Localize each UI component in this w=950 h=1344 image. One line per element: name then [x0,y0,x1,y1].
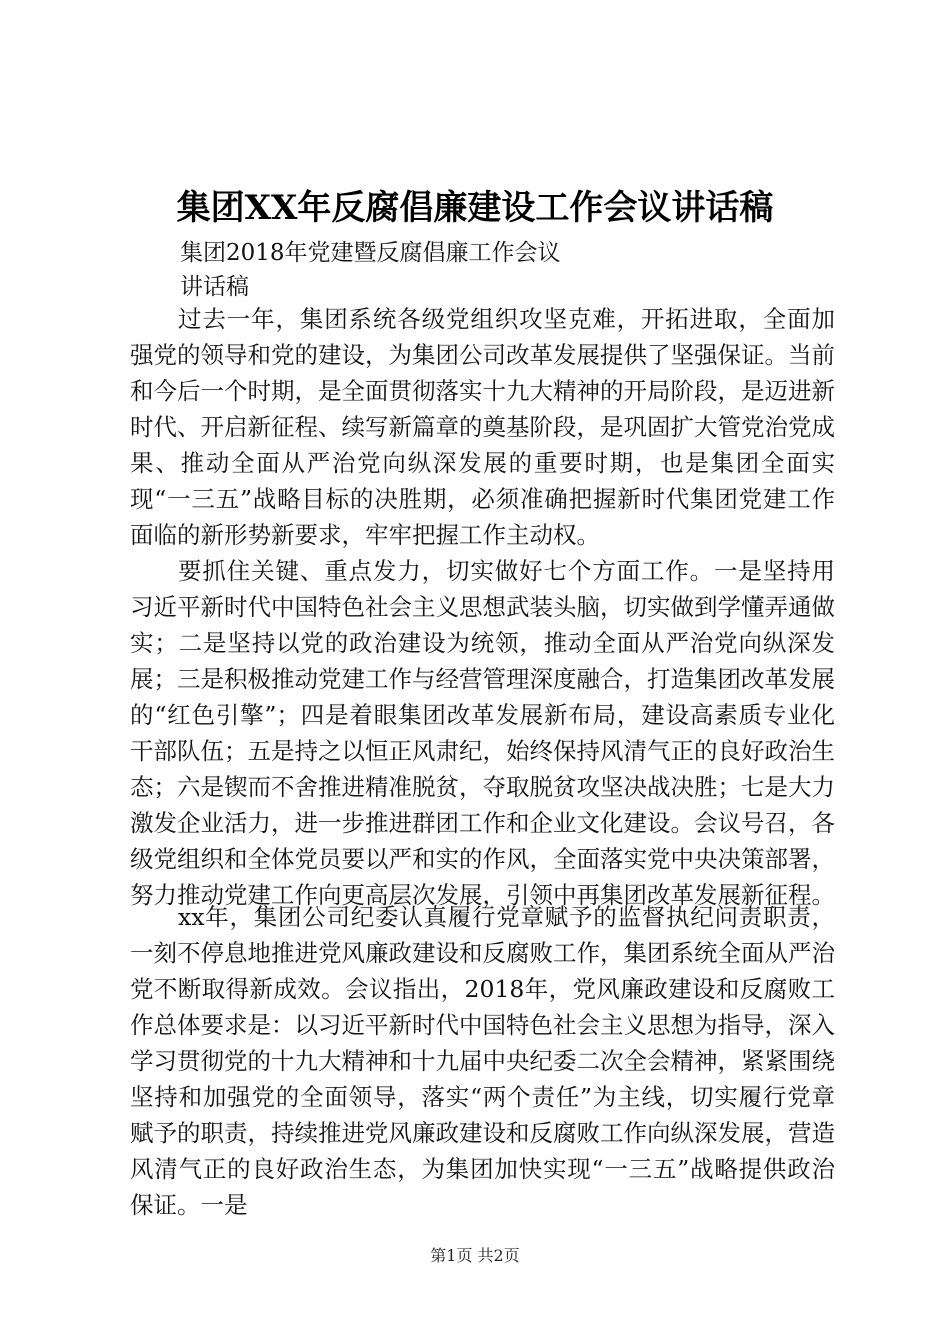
document-subtitle [180,236,840,304]
paragraph-1: 过去一年，集团系统各级党组织攻坚克难，开拓进取，全面加强党的领导和党的建设，为集团公司改革发展提供了坚强保证。当前和今后一个时期，是全面贯彻落实十九大精神的开局阶段，是迈进新时代、开启新征程、续写新篇章的奠基阶段，是巩固扩大管党治党成果、推动全面从严治党向纵深发展的重要时期，也是集团全面实现“一三五”战略目标的决胜期，必须准确把握新时代集团党建工作面临的新形势新要求，牢牢把握工作主动权。 [130,305,835,549]
body-section-1 [130,301,835,913]
document-title: 集团XX年反腐倡廉建设工作会议讲话稿 [176,188,774,228]
body-section-2 [130,899,835,1223]
subtitle-line-2: 讲话稿 [180,274,249,300]
paragraph-2: 要抓住关键、重点发力，切实做好七个方面工作。一是坚持用习近平新时代中国特色社会主义思想武装头脑，切实做到学懂弄通做实；二是坚持以党的政治建设为统领，推动全面从严治党向纵深发展；三是积极推动党建工作与经营管理深度融合，打造集团改革发展的“红色引擎”；四是着眼集团改革发展新布局，建设高素质专业化干部队伍；五是持之以恒正风肃纪，始终保持风清气正的良好政治生态；六是锲而不舍推进精准脱贫，夺取脱贫攻坚决战决胜；七是大力激发企业活力，进一步推进群团工作和企业文化建设。会议号召，各级党组织和全体党员要以严和实的作风，全面落实党中央决策部署，努力推动党建工作向更高层次发展，引领中再集团改革发展新征程。 [130,557,835,909]
paragraph-3: xx年，集团公司纪委认真履行党章赋予的监督执纪问责职责，一刻不停息地推进党风廉政建设和反腐败工作，集团系统全面从严治党不断取得新成效。会议指出，2018年，党风廉政建设和反腐败工作总体要求是：以习近平新时代中国特色社会主义思想为指导，深入学习贯彻党的十九大精神和十九届中央纪委二次全会精神，紧紧围绕坚持和加强党的全面领导，落实“两个责任”为主线，切实履行党章赋予的职责，持续推进党风廉政建设和反腐败工作向纵深发展，营造风清气正的良好政治生态，为集团加快实现“一三五”战略提供政治保证。一是 [130,903,835,1219]
page-footer: 第1页 共2页 [430,1246,520,1265]
subtitle-line-1: 集团2018年党建暨反腐倡廉工作会议 [180,240,561,266]
